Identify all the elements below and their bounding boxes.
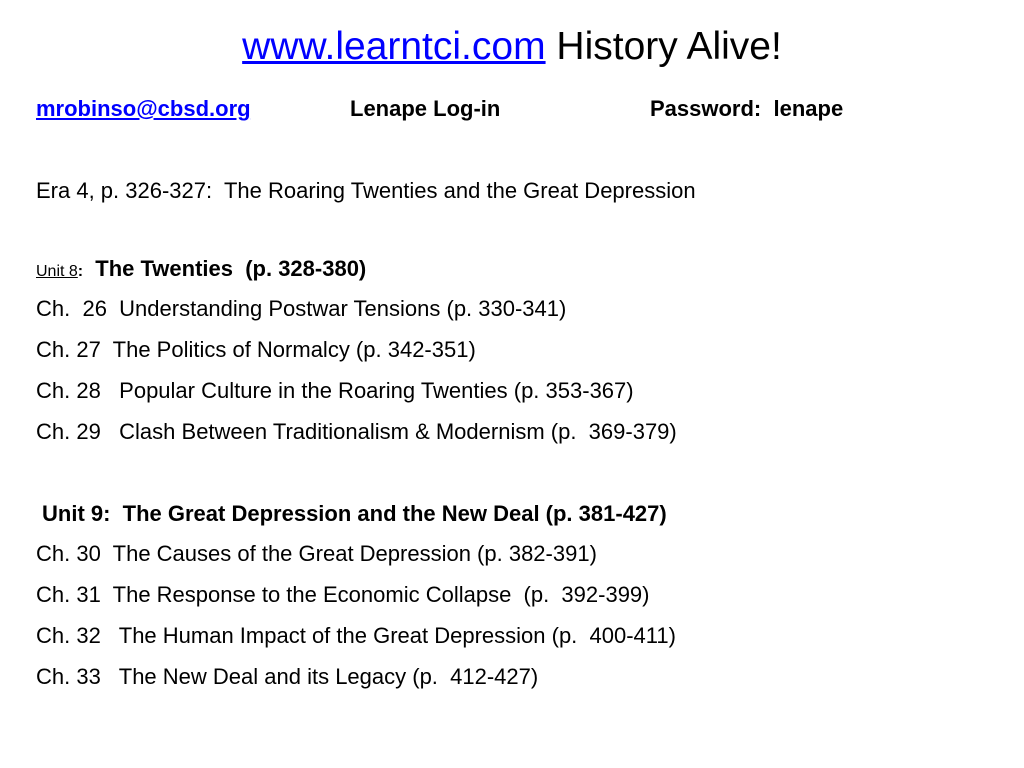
- chapter-32: Ch. 32 The Human Impact of the Great Depression (p. 400-411): [36, 623, 676, 648]
- email-link[interactable]: mrobinso@cbsd.org: [36, 96, 251, 121]
- login-row: [36, 95, 844, 123]
- unit8-heading: [36, 255, 366, 286]
- unit9-heading: Unit 9: The Great Depression and the New Deal (p. 381-427): [42, 501, 667, 526]
- lenape-login-label: Lenape Log-in: [350, 96, 501, 121]
- chapter-28: Ch. 28 Popular Culture in the Roaring Twenties (p. 353-367): [36, 378, 634, 403]
- unit8-title: The Twenties (p. 328-380): [95, 256, 367, 281]
- page-title: [0, 22, 1024, 72]
- chapter-27: Ch. 27 The Politics of Normalcy (p. 342-351): [36, 337, 476, 362]
- chapter-30: Ch. 30 The Causes of the Great Depression (p. 382-391): [36, 541, 597, 566]
- unit8-colon: :: [77, 263, 84, 280]
- chapter-26: Ch. 26 Understanding Postwar Tensions (p. 330-341): [36, 296, 567, 321]
- password-label: Password: lenape: [650, 96, 844, 121]
- era-line: Era 4, p. 326-327: The Roaring Twenties and the Great Depression: [36, 178, 696, 203]
- chapter-33: Ch. 33 The New Deal and its Legacy (p. 412-427): [36, 664, 539, 689]
- unit8-label: Unit 8: [36, 263, 78, 280]
- chapter-29: Ch. 29 Clash Between Traditionalism & Modernism (p. 369-379): [36, 419, 677, 444]
- chapter-31: Ch. 31 The Response to the Economic Collapse (p. 392-399): [36, 582, 650, 607]
- title-text: History Alive!: [556, 25, 782, 68]
- learntci-link[interactable]: www.learntci.com: [242, 25, 546, 68]
